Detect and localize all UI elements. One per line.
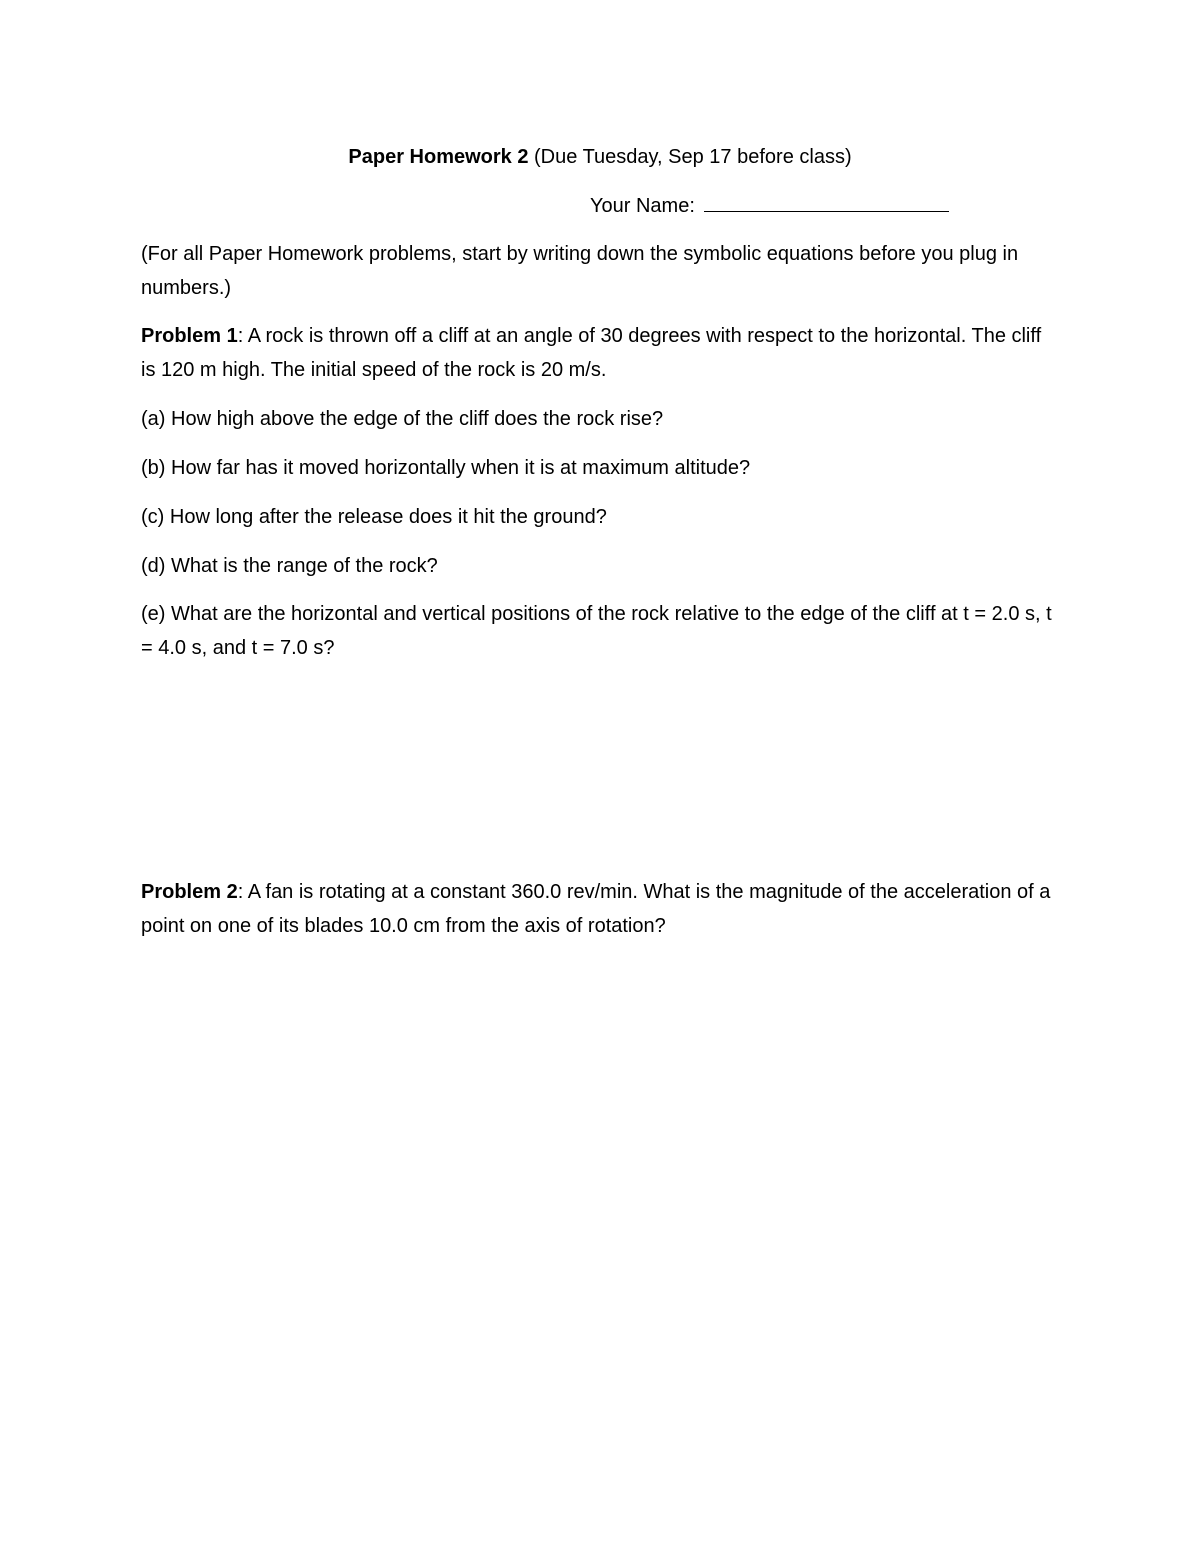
problem-2-label: Problem 2 — [141, 881, 238, 903]
instructions-text: (For all Paper Homework problems, start by writing down the symbolic equations before you plug in numbers.) — [141, 243, 1019, 299]
problem-1-part-c: (c) How long after the release does it hit the ground? — [141, 506, 607, 528]
name-field — [590, 191, 949, 220]
title-bold: Paper Homework 2 — [348, 146, 529, 168]
problem-1-part-d: (d) What is the range of the rock? — [141, 555, 438, 577]
problem-1-part-b: (b) How far has it moved horizontally when it is at maximum altitude? — [141, 457, 751, 479]
problem-1-part-e: (e) What are the horizontal and vertical positions of the rock relative to the edge of the cliff at t = 2.0 s, t = 4.0 s, and t = 7.0 s? — [141, 603, 1052, 659]
problem-1-statement — [141, 319, 1061, 387]
name-label: Your Name: — [590, 195, 695, 217]
problem-1-part-a: (a) How high above the edge of the cliff does the rock rise? — [141, 408, 664, 430]
name-blank-line — [704, 191, 949, 212]
problem-1-text: : A rock is thrown off a cliff at an angle of 30 degrees with respect to the horizontal. The cliff is 120 m high. The initial speed of the rock is 20 m/s. — [141, 325, 1042, 381]
problem-2-text: : A fan is rotating at a constant 360.0 rev/min. What is the magnitude of the acceleration of a point on one of its blades 10.0 cm from the axis of rotation? — [141, 881, 1051, 937]
page-title — [0, 143, 1200, 171]
problem-2-statement — [141, 875, 1061, 943]
title-due-date: (Due Tuesday, Sep 17 before class) — [528, 146, 852, 168]
problem-1-label: Problem 1 — [141, 325, 238, 347]
